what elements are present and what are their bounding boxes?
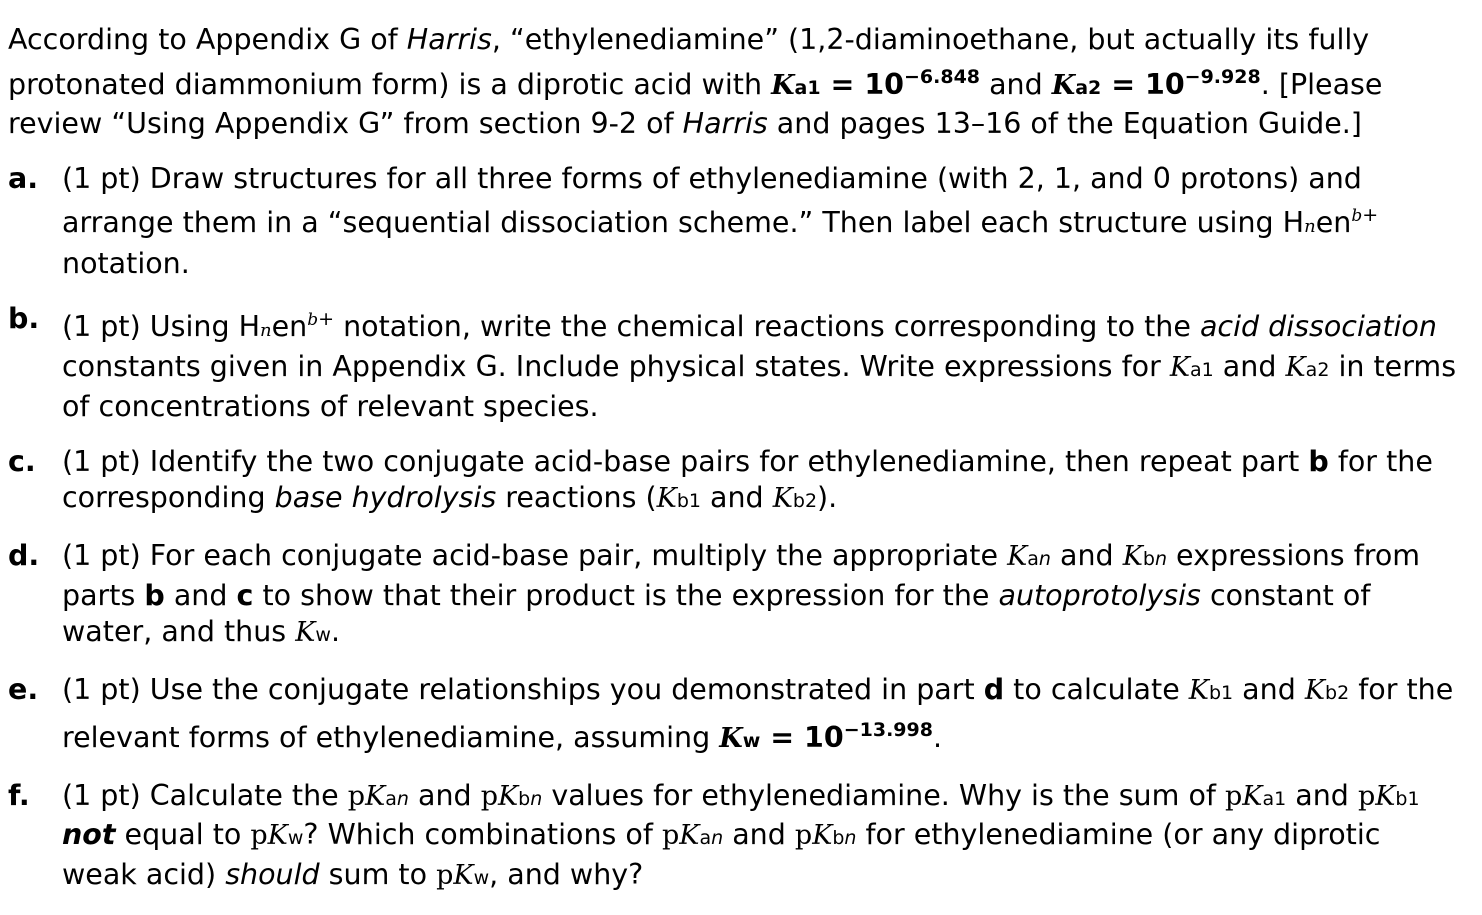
question-e: e. (1 pt) Use the conjugate relationships you demonstrated in part d to calculate Kb1 and Kb2 for the relevant forms of ethylenediamine, assuming $Kw = 10^{-13.998}$. — [8, 673, 1454, 754]
problem-document — [8, 22, 1458, 915]
question-b: b. (1 pt) Using Hnen$^{b+}$ notation, write the chemical reactions corresponding to the acid dissociation constants given in Appendix G. Include physical states. Write expressions for Ka1 and Ka2 in terms of concentrations of relevant species. — [8, 301, 1457, 423]
intro-paragraph: According to Appendix G of Harris, “ethylenediamine” (1,2-diaminoethane, but actually its fully protonated diammonium form) is a diprotic acid with $Ka1 = 10^{-6.848}$ and $Ka2 = 10^{-9.928}$. [Please review “Using Appendix G” from section 9-2 of Harris and pages 13–16 of the Equation Guide.] — [8, 23, 1383, 140]
question-a: a. (1 pt) Draw structures for all three forms of ethylenediamine (with 2, 1, and 0 protons) and arrange them in a “sequential dissociation scheme.” Then label each structure using Hnen$^{b+}$ notation. — [8, 161, 1379, 280]
question-label: d. — [8, 539, 40, 572]
question-label: b. — [8, 301, 40, 335]
question-label: c. — [8, 444, 36, 478]
question-c: c. (1 pt) Identify the two conjugate acid-base pairs for ethylenediamine, then repeat part b for the corresponding base hydrolysis reactions (Kb1 and Kb2). — [8, 444, 1433, 514]
question-f: f. (1 pt) Calculate the pKan and pKbn values for ethylenediamine. Why is the sum of pKa1 and pKb1 not equal to pKw? Which combinations of pKan and pKbn for ethylenediamine (or any diprotic weak acid) should sum to pKw, and why? — [8, 778, 1420, 891]
question-d: d. (1 pt) For each conjugate acid-base pair, multiply the appropriate Kan and Kbn expressions from parts b and c to show that their product is the expression for the autoprotolysis constant of water, and thus Kw. — [8, 539, 1421, 648]
question-label: e. — [8, 673, 39, 706]
question-label: a. — [8, 161, 39, 195]
question-label: f. — [8, 778, 30, 812]
